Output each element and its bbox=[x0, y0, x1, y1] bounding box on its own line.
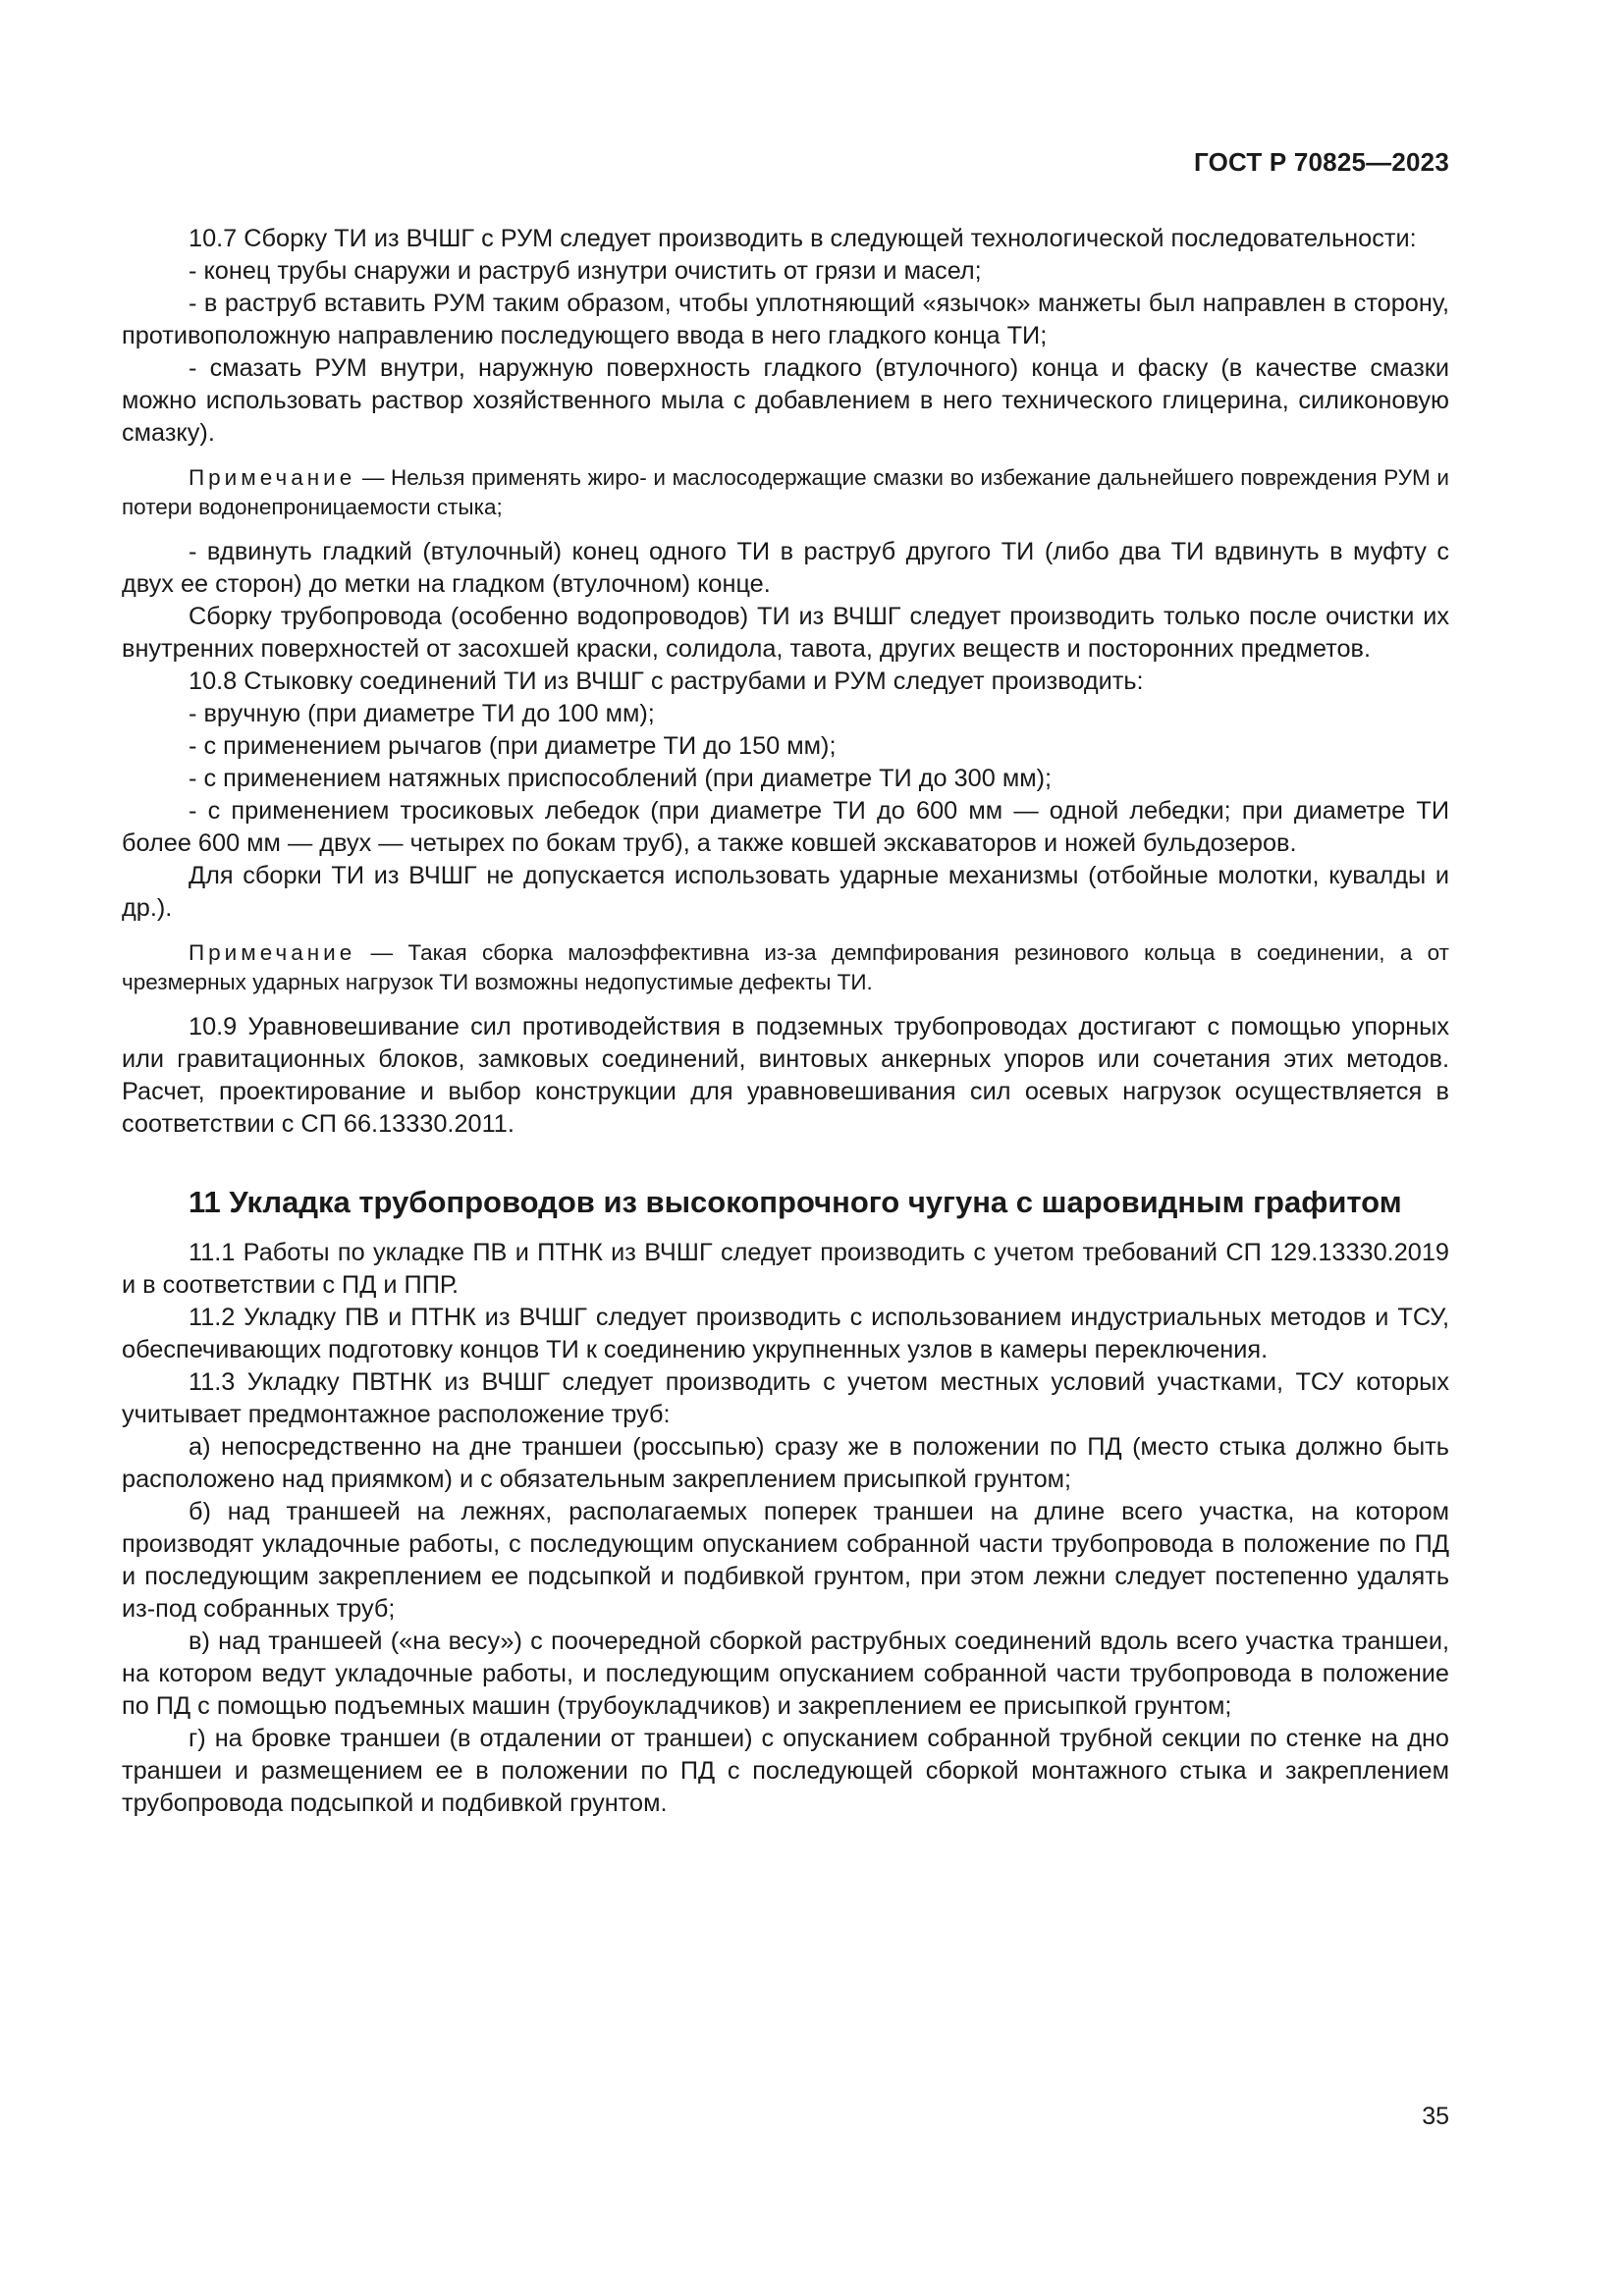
list-item: - с применением рычагов (при диаметре ТИ до 150 мм); bbox=[189, 732, 837, 760]
list-item: г) на бровке траншеи (в отдалении от траншеи) с опусканием собранной трубной секции по стенке на дно траншеи и размещением ее в положении по ПД с последующей сборкой монтажного стыка и закреплением трубопровода подсыпкой и подбивкой грунтом. bbox=[122, 1725, 1449, 1817]
paragraph-11-3: 11.3 Укладку ПВТНК из ВЧШГ следует производить с учетом местных условий участками, ТСУ которых учитывает предмонтажное расположение труб: bbox=[122, 1368, 1449, 1428]
list-item: - вдвинуть гладкий (втулочный) конец одного ТИ в раструб другого ТИ (либо два ТИ вдвинуть в муфту с двух ее сторон) до метки на гладком (втулочном) конце. bbox=[122, 538, 1449, 598]
document-header: ГОСТ Р 70825—2023 bbox=[1194, 147, 1449, 177]
paragraph-10-9: 10.9 Уравновешивание сил противодействия в подземных трубопроводах достигают с помощью упорных или гравитационных блоков, замковых соединений, винтовых анкерных упоров или сочетания этих методов. Расчет, проектирование и выбор конструкции для уравновешивания сил осевых нагрузок осуществляется в соответствии с СП 66.13330.2011. bbox=[122, 1013, 1449, 1138]
paragraph-impact: Для сборки ТИ из ВЧШГ не допускается использовать ударные механизмы (отбойные молотки, кувалды и др.). bbox=[122, 862, 1449, 922]
paragraph-11-1: 11.1 Работы по укладке ПВ и ПТНК из ВЧШГ следует производить с учетом требований СП 129.13330.2019 и в соответствии с ПД и ППР. bbox=[122, 1239, 1449, 1299]
note-2 bbox=[122, 938, 1449, 997]
list-item: а) непосредственно на дне траншеи (россыпью) сразу же в положении по ПД (место стыка должно быть расположено над приямком) и с обязательным закреплением присыпкой грунтом; bbox=[122, 1433, 1449, 1493]
note-text: — Нельзя применять жиро- и маслосодержащие смазки во избежание дальнейшего повреждения РУМ и потери водонепроницаемости стыка; bbox=[122, 465, 1449, 519]
list-item: - в раструб вставить РУМ таким образом, чтобы уплотняющий «язычок» манжеты был направлен в сторону, противоположную направлению последующего ввода в него гладкого конца ТИ; bbox=[122, 290, 1449, 349]
note-1 bbox=[122, 463, 1449, 522]
paragraph-assembly: Сборку трубопровода (особенно водопроводов) ТИ из ВЧШГ следует производить только после очистки их внутренних поверхностей от засохшей краски, солидола, тавота, других веществ и посторонних предметов. bbox=[122, 603, 1449, 663]
note-label: Примечание bbox=[189, 940, 356, 965]
list-item: - с применением натяжных приспособлений (при диаметре ТИ до 300 мм); bbox=[189, 765, 1053, 792]
page-content bbox=[122, 223, 1449, 1820]
page-number: 35 bbox=[1422, 2103, 1449, 2130]
note-label: Примечание bbox=[189, 465, 356, 490]
list-item: - с применением тросиковых лебедок (при диаметре ТИ до 600 мм — одной лебедки; при диаметре ТИ более 600 мм — двух — четырех по бокам труб), а также ковшей экскаваторов и ножей бульдозеров. bbox=[122, 797, 1449, 857]
list-item: б) над траншеей на лежнях, располагаемых поперек траншеи на длине всего участка, на котором производят укладочные работы, с последующим опусканием собранной части трубопровода в положение по ПД и последующим закреплением ее подсыпкой и подбивкой грунтом, при этом лежни следует постепенно удалять из-под собранных труб; bbox=[122, 1498, 1449, 1623]
section-11-heading: 11 Укладка трубопроводов из высокопрочного чугуна с шаровидным графитом bbox=[189, 1185, 1402, 1219]
list-item: - смазать РУМ внутри, наружную поверхность гладкого (втулочного) конца и фаску (в качестве смазки можно использовать раствор хозяйственного мыла с добавлением в него технического глицерина, силиконовую смазку). bbox=[122, 354, 1449, 447]
paragraph-10-7: 10.7 Сборку ТИ из ВЧШГ с РУМ следует производить в следующей технологической последовательности: bbox=[189, 225, 1417, 252]
paragraph-10-8: 10.8 Стыковку соединений ТИ из ВЧШГ с раструбами и РУМ следует производить: bbox=[189, 667, 1144, 695]
paragraph-11-2: 11.2 Укладку ПВ и ПТНК из ВЧШГ следует производить с использованием индустриальных методов и ТСУ, обеспечивающих подготовку концов ТИ к соединению укрупненных узлов в камеры переключения. bbox=[122, 1304, 1449, 1363]
list-item: - конец трубы снаружи и раструб изнутри очистить от грязи и масел; bbox=[189, 257, 982, 285]
note-text: — Такая сборка малоэффективна из-за демпфирования резинового кольца в соединении, а от чрезмерных ударных нагрузок ТИ возможны недопустимые дефекты ТИ. bbox=[122, 940, 1449, 994]
list-item: в) над траншеей («на весу») с поочередной сборкой раструбных соединений вдоль всего участка траншеи, на котором ведут укладочные работы, и последующим опусканием собранной части трубопровода в положение по ПД с помощью подъемных машин (трубоукладчиков) и закреплением ее присыпкой грунтом; bbox=[122, 1628, 1449, 1720]
list-item: - вручную (при диаметре ТИ до 100 мм); bbox=[189, 700, 655, 727]
